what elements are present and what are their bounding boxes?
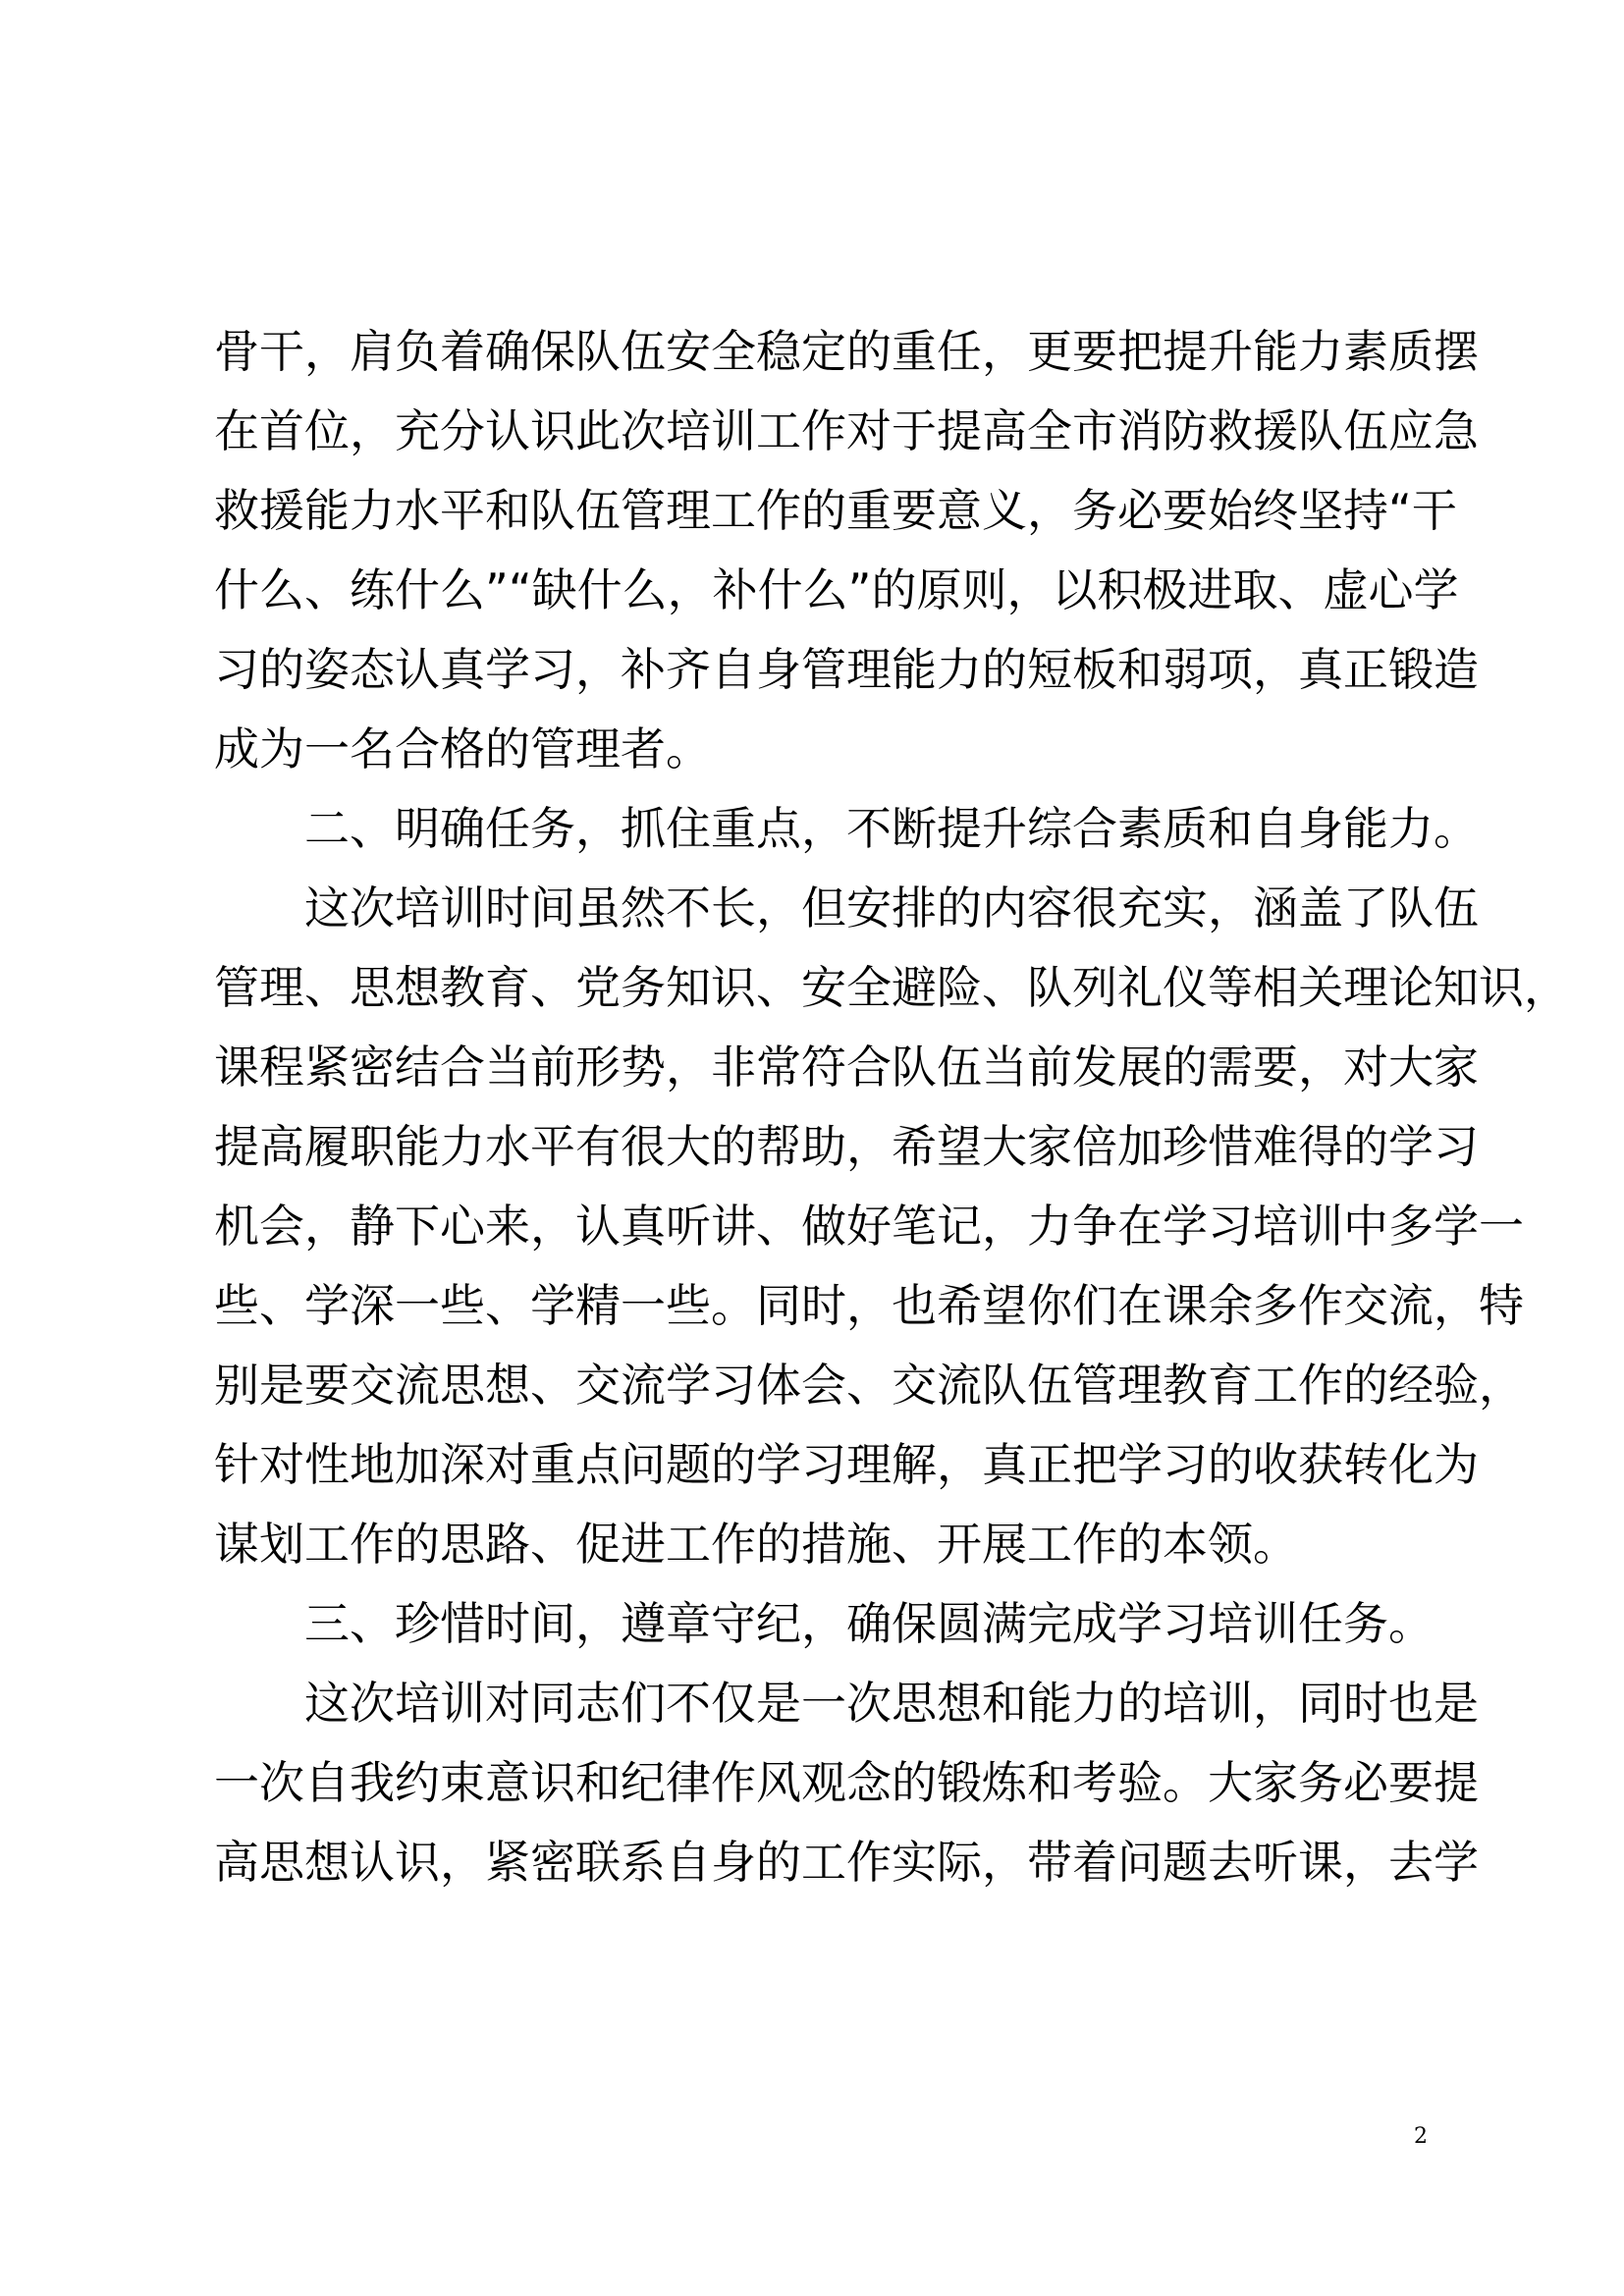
page-number: 2 bbox=[1414, 2124, 1428, 2149]
text-line: 些、学深一些、学精一些。同时，也希望你们在课余多作交流，特 bbox=[214, 1279, 1524, 1332]
text-line: 一次自我约束意识和纪律作风观念的锻炼和考验。大家务必要提 bbox=[214, 1756, 1479, 1809]
text-line: 骨干，肩负着确保队伍安全稳定的重任，更要把提升能力素质摆 bbox=[214, 325, 1479, 378]
text-line: 在首位，充分认识此次培训工作对于提高全市消防救援队伍应急 bbox=[214, 404, 1479, 457]
paragraph-first-line: 这次培训对同志们不仅是一次思想和能力的培训，同时也是 bbox=[304, 1677, 1479, 1730]
text-line: 提高履职能力水平有很大的帮助，希望大家倍加珍惜难得的学习 bbox=[214, 1120, 1479, 1173]
text-line: 别是要交流思想、交流学习体会、交流队伍管理教育工作的经验， bbox=[214, 1359, 1524, 1412]
paragraph-first-line: 这次培训时间虽然不长，但安排的内容很充实，涵盖了队伍 bbox=[304, 881, 1479, 934]
text-line: 什么、练什么”“缺什么，补什么”的原则，以积极进取、虚心学 bbox=[214, 563, 1459, 616]
section-heading: 三、珍惜时间，遵章守纪，确保圆满完成学习培训任务。 bbox=[304, 1597, 1434, 1650]
section-heading: 二、明确任务，抓住重点，不断提升综合素质和自身能力。 bbox=[304, 802, 1479, 855]
text-line: 救援能力水平和队伍管理工作的重要意义，务必要始终坚持“干 bbox=[214, 484, 1457, 537]
text-line: 课程紧密结合当前形势，非常符合队伍当前发展的需要，对大家 bbox=[214, 1041, 1479, 1094]
text-line: 成为一名合格的管理者。 bbox=[214, 722, 711, 775]
text-line: 谋划工作的思路、促进工作的措施、开展工作的本领。 bbox=[214, 1518, 1298, 1571]
text-line: 习的姿态认真学习，补齐自身管理能力的短板和弱项，真正锻造 bbox=[214, 643, 1479, 696]
document-body bbox=[214, 312, 1569, 1902]
text-line: 管理、思想教育、党务知识、安全避险、队列礼仪等相关理论知识， bbox=[214, 961, 1569, 1014]
text-line: 高思想认识，紧密联系自身的工作实际，带着问题去听课，去学 bbox=[214, 1836, 1479, 1889]
text-line: 机会，静下心来，认真听讲、做好笔记，力争在学习培训中多学一 bbox=[214, 1200, 1524, 1253]
text-line: 针对性地加深对重点问题的学习理解，真正把学习的收获转化为 bbox=[214, 1438, 1479, 1491]
